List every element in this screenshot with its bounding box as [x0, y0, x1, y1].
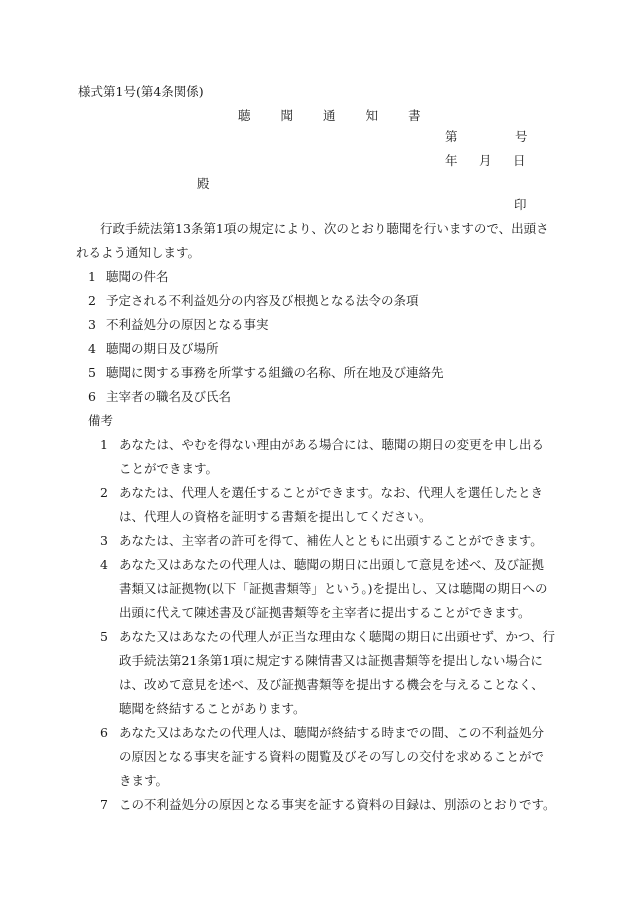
remark-number: 3 [100, 533, 108, 548]
remark-item [76, 625, 556, 721]
title-char: 聞 [280, 108, 294, 123]
list-item [76, 385, 556, 409]
remark-item [76, 721, 556, 793]
remark-number: 4 [100, 557, 108, 572]
list-item [76, 265, 556, 289]
remark-number: 7 [100, 797, 108, 812]
remark-text: あなた又はあなたの代理人は、聴聞が終結する時までの間、この不利益処分の原因となる事実を証する資料の閲覧及びその写しの交付を求めることができます。 [119, 725, 545, 788]
list-item [76, 337, 556, 361]
remark-item [76, 529, 556, 553]
title-char: 聴 [238, 108, 251, 123]
item-number: 4 [88, 341, 96, 356]
remark-item [76, 793, 556, 817]
item-number: 1 [88, 269, 96, 284]
remark-text: この不利益処分の原因となる事実を証する資料の目録は、別添のとおりです。 [119, 797, 556, 812]
item-text: 主宰者の職名及び氏名 [106, 389, 232, 404]
number-prefix: 第 [445, 129, 458, 144]
seal-mark: 印 [514, 197, 527, 212]
notice-items [76, 265, 556, 409]
form-label: 様式第1号(第4条関係) [78, 84, 204, 99]
date-month: 月 [479, 153, 492, 168]
date-day: 日 [513, 153, 526, 168]
title-char: 知 [365, 108, 379, 123]
remark-text: あなた又はあなたの代理人が正当な理由なく聴聞の期日に出頭せず、かつ、行政手続法第21条第1項に規定する陳情書又は証拠書類等を提出しない場合には、改めて意見を述べ、及び証拠書類等を提出する機会を与えることなく、聴聞を終結することがあります。 [119, 629, 556, 716]
remark-text: あなた又はあなたの代理人は、聴聞の期日に出頭して意見を述べ、及び証拠書類又は証拠物(以下「証拠書類等」という。)を提出し、又は聴聞の期日への出頭に代えて陳述書及び証拠書類等を主宰者に提出することができます。 [119, 557, 548, 620]
date-year: 年 [445, 153, 458, 168]
title-char: 通 [323, 108, 336, 123]
remark-number: 1 [100, 437, 108, 452]
intro-paragraph: 行政手続法第13条第1項の規定により、次のとおり聴聞を行いますので、出頭されるよう通知します。 [76, 221, 549, 260]
remark-text: あなたは、主宰者の許可を得て、補佐人とともに出頭することができます。 [119, 533, 543, 548]
item-text: 予定される不利益処分の内容及び根拠となる法令の条項 [106, 293, 419, 308]
item-number: 3 [88, 317, 96, 332]
item-text: 聴聞の件名 [106, 269, 169, 284]
remark-text: あなたは、やむを得ない理由がある場合には、聴聞の期日の変更を申し出ることができます。 [119, 437, 545, 476]
item-number: 5 [88, 365, 96, 380]
date-line [445, 155, 526, 168]
title-char: 書 [408, 108, 421, 123]
document-number-line [445, 131, 528, 144]
item-number: 6 [88, 389, 96, 404]
item-text: 聴聞に関する事務を所掌する組織の名称、所在地及び連絡先 [106, 365, 444, 380]
remark-item [76, 553, 556, 625]
remark-number: 2 [100, 485, 108, 500]
item-text: 不利益処分の原因となる事実 [106, 317, 269, 332]
remark-item [76, 433, 556, 481]
addressee: 殿 [197, 176, 210, 191]
item-number: 2 [88, 293, 96, 308]
list-item [76, 289, 556, 313]
document-title [238, 110, 421, 123]
number-suffix: 号 [515, 129, 528, 144]
item-text: 聴聞の期日及び場所 [106, 341, 219, 356]
notice-body [76, 217, 556, 817]
remark-number: 6 [100, 725, 108, 740]
list-item [76, 361, 556, 385]
remarks-heading: 備考 [88, 413, 114, 428]
remark-text: あなたは、代理人を選任することができます。なお、代理人を選任したときは、代理人の資格を証明する書類を提出してください。 [119, 485, 544, 524]
list-item [76, 313, 556, 337]
remark-number: 5 [100, 629, 108, 644]
remarks-list [76, 433, 556, 817]
remark-item [76, 481, 556, 529]
